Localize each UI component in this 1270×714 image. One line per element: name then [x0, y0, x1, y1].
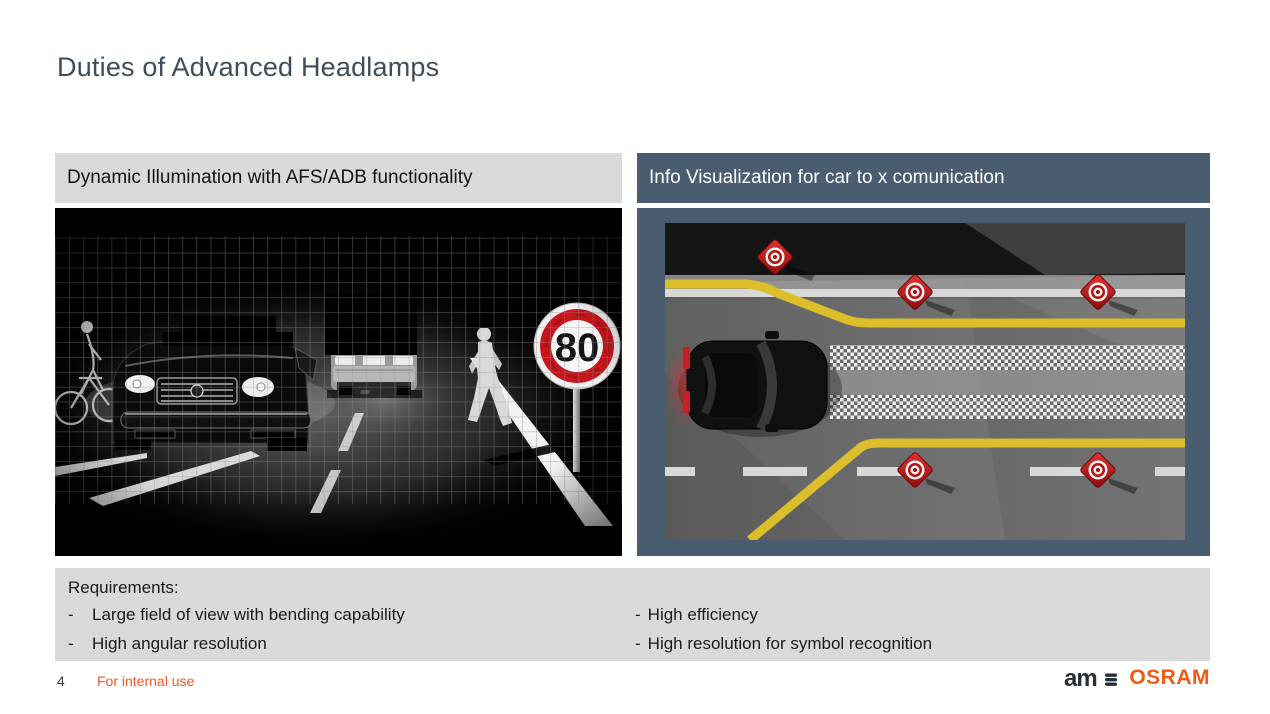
requirement-text: High angular resolution — [92, 634, 267, 653]
bullet-dash: - — [635, 605, 641, 624]
requirement-item — [68, 634, 405, 654]
vignette — [55, 208, 622, 556]
requirements-left-column — [68, 605, 405, 654]
osram-logo: OSRAM — [1129, 666, 1210, 689]
right-panel-header — [637, 153, 1210, 203]
car-to-x-scene — [665, 223, 1185, 540]
ams-s-glyph — [1105, 674, 1117, 686]
right-panel-image — [637, 208, 1210, 556]
ams-logo — [1064, 665, 1120, 691]
requirement-item — [635, 605, 932, 625]
requirement-text: Large field of view with bending capability — [92, 605, 405, 624]
left-panel-image — [55, 208, 622, 556]
projected-light-carpet — [830, 345, 1185, 419]
requirements-heading: Requirements: — [68, 578, 179, 597]
requirements-box — [55, 568, 1210, 661]
requirements-right-column — [635, 605, 932, 654]
left-panel-header — [55, 153, 622, 203]
bullet-dash: - — [635, 634, 641, 653]
afs-adb-scene — [55, 208, 622, 556]
bullet-dash: - — [68, 634, 74, 653]
footer-note: For internal use — [97, 673, 195, 689]
right-panel-header-label: Info Visualization for car to x comunication — [649, 167, 1005, 188]
requirement-item — [635, 634, 932, 654]
requirement-text: High resolution for symbol recognition — [647, 634, 933, 653]
bullet-dash: - — [68, 605, 74, 624]
page-title: Duties of Advanced Headlamps — [57, 52, 440, 82]
requirement-text: High efficiency — [647, 605, 758, 624]
ego-car — [667, 331, 842, 437]
left-panel-header-label: Dynamic Illumination with AFS/ADB functionality — [67, 167, 473, 188]
page-number: 4 — [57, 673, 65, 689]
requirement-item — [68, 605, 405, 625]
brand-logos — [1064, 665, 1210, 691]
ams-logo-text: am — [1064, 665, 1098, 691]
